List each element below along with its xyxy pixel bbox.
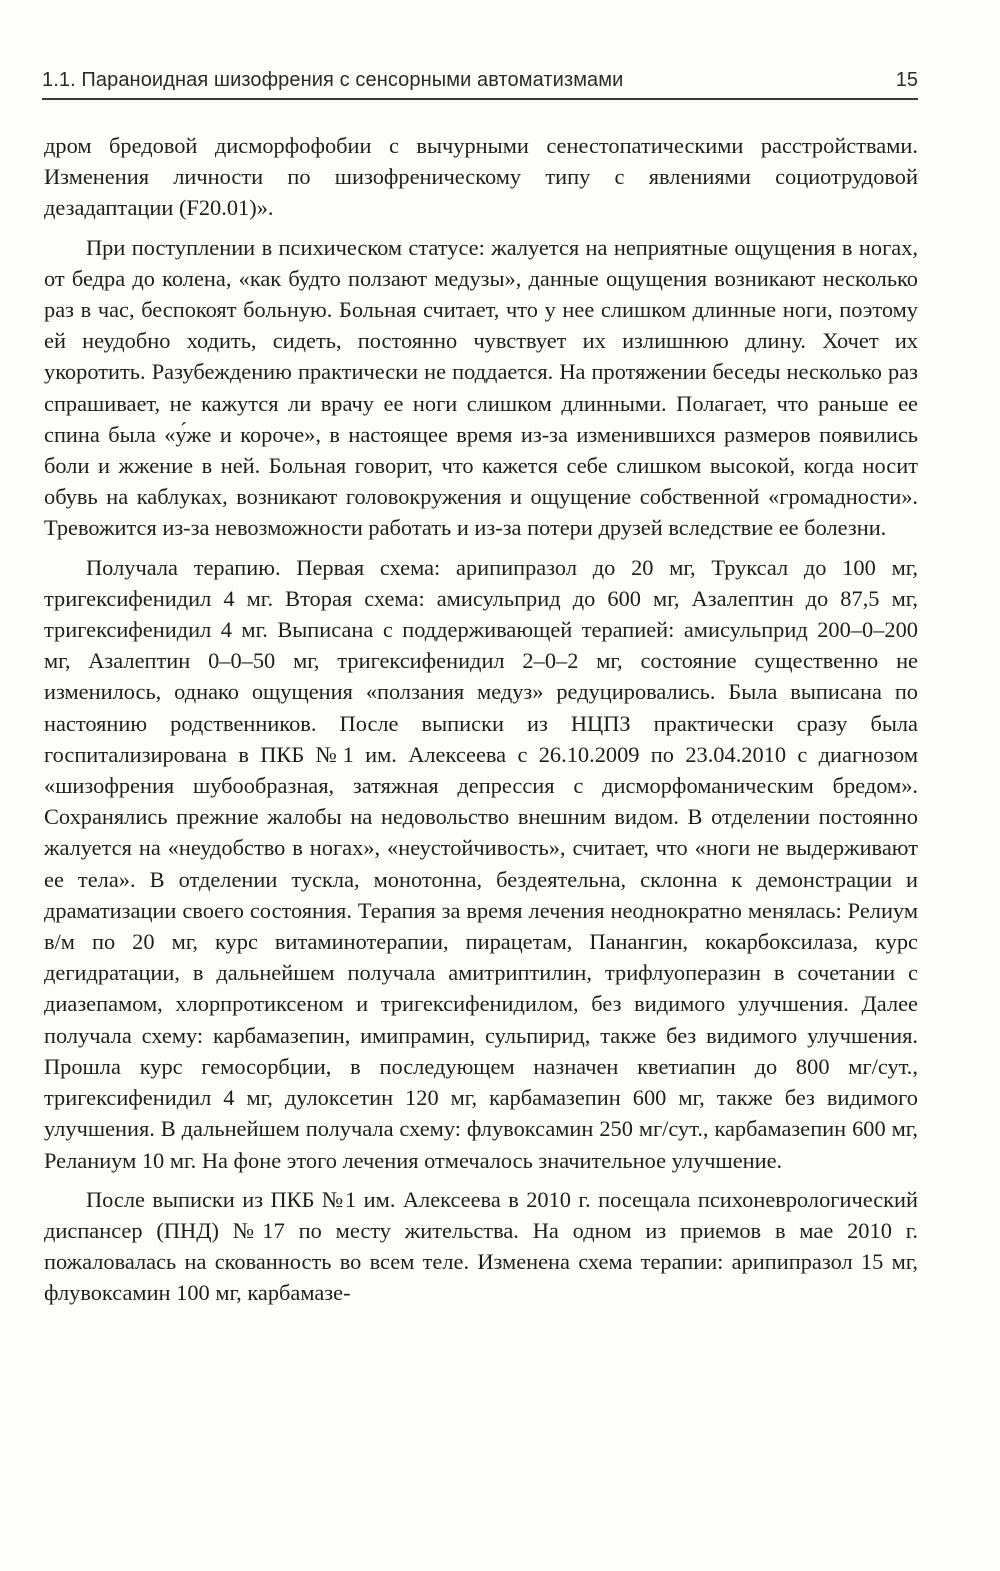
paragraph-therapy: Получала терапию. Первая схема: арипипразол до 20 мг, Труксал до 100 мг, тригексифенидил 4 мг. Вторая схема: амисульприд до 600 мг, Азалептин до 87,5 мг, тригексифенидил 4 мг. Выписана с поддерживающей терапией: амисульприд 200–0–200 мг, Азалептин 0–0–50 мг, тригексифенидил 2–0–2 мг, состояние существенно не изменилось, однако ощущения «ползания медуз» редуцировались. Была выписана по настоянию родственников. После выписки из НЦПЗ практически сразу была госпитализирована в ПКБ №1 им. Алексеева с 26.10.2009 по 23.04.2010 с диагнозом «шизофрения шубообразная, затяжная депрессия с дисморфоманическим бредом». Сохранялись прежние жалобы на недовольство внешним видом. В отделении постоянно жалуется на «неудобство в ногах», «неустойчивость», считает, что «ноги не выдерживают ее тела». В отделении тускла, монотонна, бездеятельна, склонна к демонстрации и драматизации своего состояния. Терапия за время лечения неоднократно менялась: Релиум в/м по 20 мг, курс витаминотерапии, пирацетам, Панангин, кокарбоксилаза, курс дегидратации, в дальнейшем получала амитриптилин, трифлуоперазин в сочетании с диазепамом, хлорпротиксеном и тригексифенидилом, без видимого улучшения. Далее получала схему: карбамазепин, имипрамин, сульпирид, также без видимого улучшения. Прошла курс гемосорбции, в последующем назначен кветиапин до 800 мг/сут., тригексифенидил 4 мг, дулоксетин 120 мг, карбамазепин 600 мг, также без видимого улучшения. В дальнейшем получала схему: флувоксамин 250 мг/сут., карбамазепин 600 мг, Реланиум 10 мг. На фоне этого лечения отмечалось значительное улучшение. [44,554,918,1173]
page-number: 15 [895,68,918,91]
paragraph-continuation: дром бредовой дисморфофобии с вычурными сенестопатическими расстройствами. Изменения личности по шизофреническому типу с явлениями социотрудовой дезадаптации (F20.01)». [44,133,918,221]
body-text [44,130,918,1309]
paragraph-mental-status: При поступлении в психическом статусе: жалуется на неприятные ощущения в ногах, от бедра до колена, «как будто ползают медузы», данные ощущения возникают несколько раз в час, беспокоят больную. Больная считает, что у нее слишком длинные ноги, поэтому ей неудобно ходить, сидеть, постоянно чувствует их излишнюю длину. Хочет их укоротить. Разубеждению практически не поддается. На протяжении беседы несколько раз спрашивает, не кажутся ли врачу ее ноги слишком длинными. Полагает, что раньше ее спина была «у́же и короче», в настоящее время из-за изменившихся размеров появились боли и жжение в ней. Больная говорит, что кажется себе слишком высокой, когда носит обувь на каблуках, возникают головокружения и ощущение собственной «громадности». Тревожится из-за невозможности работать и из-за потери друзей вследствие ее болезни. [44,234,918,541]
running-header [42,62,918,100]
paragraph-after-discharge: После выписки из ПКБ №1 им. Алексеева в 2010 г. посещала психоневрологический диспансер (ПНД) №17 по месту жительства. На одном из приемов в мае 2010 г. пожаловалась на скованность во всем теле. Изменена схема терапии: арипипразол 15 мг, флувоксамин 100 мг, карбамазе- [44,1186,918,1306]
running-title: 1.1. Параноидная шизофрения с сенсорными автоматизмами [42,68,624,91]
